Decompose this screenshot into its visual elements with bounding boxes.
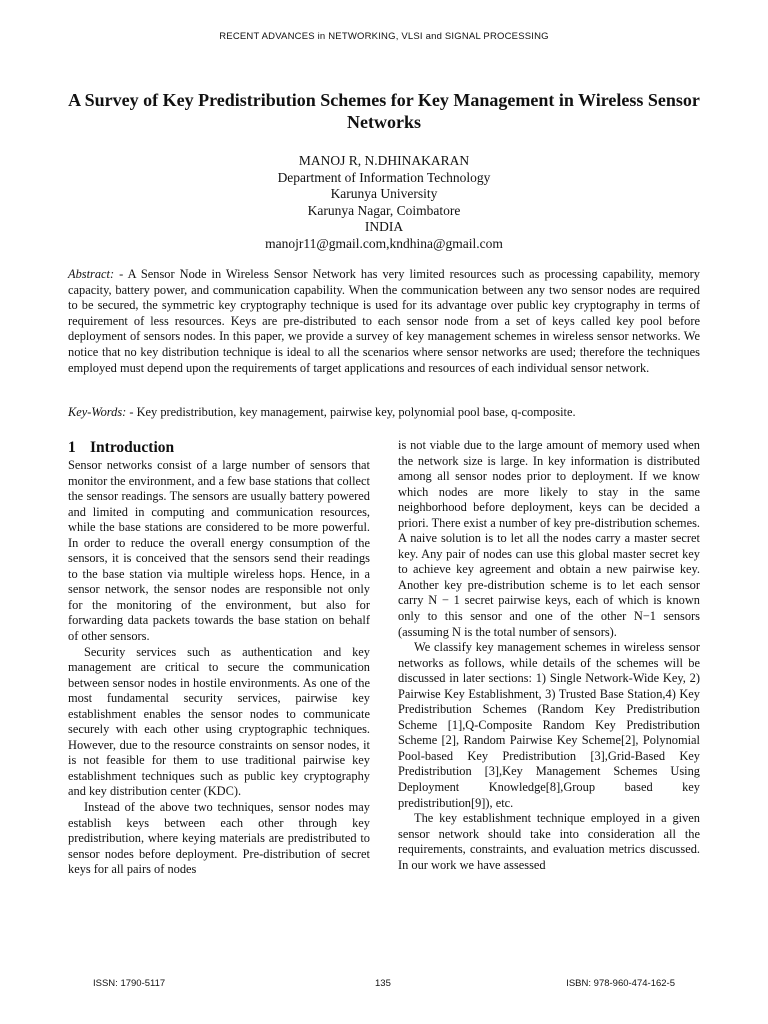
abstract-text: A Sensor Node in Wireless Sensor Network has very limited resources such as processing capability, memory capacity, battery power, and communication capability. When the communication between any two sensor nodes are required to be secured, the symmetric key cryptography technique is used for its advantage over public key cryptography in terms of requirement of less resources. Keys are pre-distributed to each sensor node from a set of keys called key pool before deployment of sensors nodes. In this paper, we provide a survey of key management schemes in wireless sensor networks. We notice that no key distribution technique is ideal to all the scenarios where sensor networks are used; therefore the techniques employed must depend upon the requirements of target applications and resources of each individual sensor network. <box>68 267 700 375</box>
section-title: Introduction <box>90 439 175 456</box>
intro-paragraph-1: Sensor networks consist of a large number of sensors that monitor the environment, and a few base stations that collect the sensor readings. The sensors are usually battery powered and limited in computing and communication resources, while the base stations are considered to be more powerful. In order to reduce the overall energy consumption of the sensors, it is conceived that the sensors send their readings to the base station via multiple wireless hops. Hence, in a sensor network, the sensor nodes are responsible not only for the monitoring of the environment, but also for forwarding data packets towards the base station on behalf of other sensors. <box>68 458 370 644</box>
author-names: MANOJ R, N.DHINAKARAN <box>298 153 470 168</box>
country: INDIA <box>364 219 404 234</box>
abstract-label: Abstract: - <box>68 267 124 281</box>
intro-paragraph-3: Instead of the above two techniques, sensor nodes may establish keys between each other through key predistribution, where keying materials are predistributed to sensor nodes before deployment. Pre-distribution of secret keys for all pairs of nodes <box>68 800 370 877</box>
footer-isbn: ISBN: 978-960-474-162-5 <box>566 978 675 989</box>
left-column <box>68 438 370 878</box>
abstract <box>68 267 700 376</box>
intro-paragraph-5: The key establishment technique employed in a given sensor network should take into consideration all the requirements, constraints, and evaluation metrics discussed. In our work we have assessed <box>398 811 700 872</box>
footer-issn: ISSN: 1790-5117 <box>93 978 166 989</box>
keywords-text: - Key predistribution, key management, pairwise key, polynomial pool base, q-composite. <box>126 405 576 419</box>
section-number: 1 <box>68 439 76 456</box>
keywords-label: Key-Words: <box>68 405 127 419</box>
intro-paragraph-2: Security services such as authentication and key management are critical to secure the communication between sensor nodes in hostile environments. As one of the most fundamental security services, pairwise key establishment enables the sensor nodes to communicate securely with each other using cryptographic techniques. However, due to the resource constraints on sensor nodes, it is not feasible for them to use traditional pairwise key establishment techniques such as public key cryptography and key distribution center (KDC). <box>68 644 370 799</box>
author-emails: manojr11@gmail.com,kndhina@gmail.com <box>265 235 503 251</box>
university: Karunya University <box>330 186 438 201</box>
paper-title: A Survey of Key Predistribution Schemes for Key Management in Wireless Sensor Networks <box>68 90 700 132</box>
section-heading-introduction <box>68 438 370 457</box>
intro-paragraph-3-continued: is not viable due to the large amount of memory used when the network size is large. In key information is distributed among all sensor nodes prior to deployment. If we know which nodes are more likely to stay in the same neighborhood before deployment, keys can be decided a priori. There exist a number of key pre-distribution schemes. A naive solution is to let all the nodes carry a master secret key. Any pair of nodes can use this global master secret key to achieve key agreement and obtain a new pairwise key. Another key pre-distribution scheme is to let each sensor carry N − 1 secret pairwise keys, each of which is known only to this sensor and one of the other N−1 sensors (assuming N is the total number of sensors). <box>398 438 700 639</box>
author-block <box>0 153 768 252</box>
keywords <box>68 405 700 421</box>
running-head: RECENT ADVANCES in NETWORKING, VLSI and SIGNAL PROCESSING <box>219 31 549 42</box>
intro-paragraph-4: We classify key management schemes in wireless sensor networks as follows, while details of the schemes will be discussed in later sections: 1) Single Network-Wide Key, 2) Pairwise Key Establishment, 3) Trusted Base Station,4) Key Predistribution Schemes (Random Key Predistribution Scheme [1],Q-Composite Random Key Predistribution Scheme [2], Random Pairwise Key Scheme[2], Polynomial Pool-based Key Predistribution [3],Grid-Based Key Predistribution [3],Key Management Schemes Using Deployment Knowledge[8],Group based key predistribution[9]), etc. <box>398 640 700 810</box>
location: Karunya Nagar, Coimbatore <box>307 202 461 218</box>
footer-page-number: 135 <box>375 978 391 989</box>
department: Department of Information Technology <box>277 169 491 185</box>
right-column <box>398 438 700 873</box>
